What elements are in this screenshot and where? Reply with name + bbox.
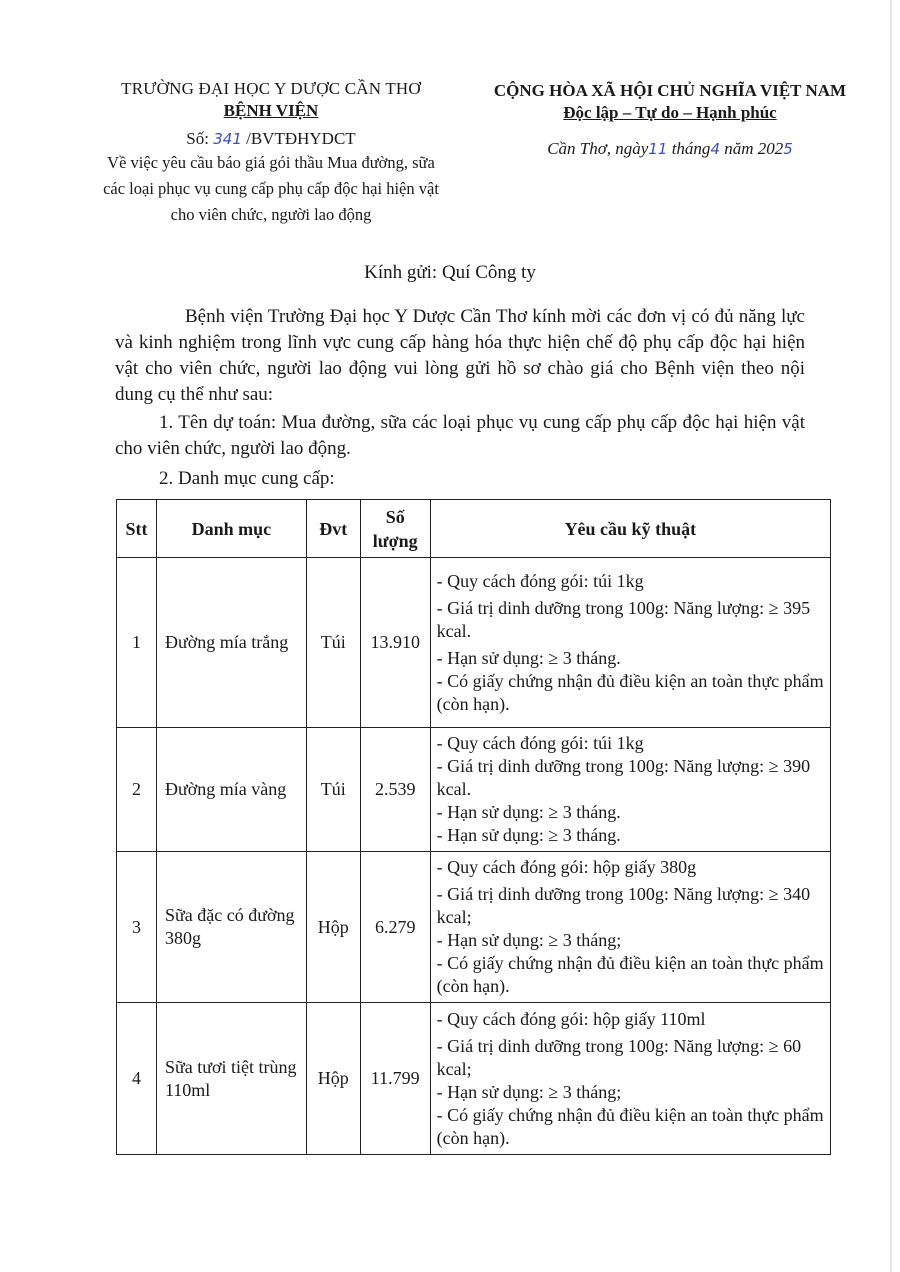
table-header-row — [117, 500, 831, 558]
date-month: 4 — [710, 140, 720, 158]
cell-unit: Hộp — [306, 1003, 360, 1155]
header-qty — [360, 500, 430, 558]
national-header — [470, 80, 870, 160]
date-year-digit: 5 — [783, 140, 793, 158]
header-unit: Đvt — [306, 500, 360, 558]
cell-requirements — [430, 558, 830, 728]
requirement-line: - Giá trị dinh dưỡng trong 100g: Năng lượng: ≥ 395 kcal. — [436, 597, 811, 641]
cell-requirements — [430, 852, 830, 1003]
doc-no-handwritten: 341 — [213, 130, 242, 148]
issuer-header — [96, 78, 446, 228]
date-place: Cần Thơ, ngày — [547, 139, 649, 158]
header-qty-line2: lượng — [372, 530, 418, 551]
document-subject — [96, 150, 446, 228]
date-year-label: năm 202 — [724, 139, 784, 158]
requirement-line: - Có giấy chứng nhận đủ điều kiện an toàn thực phẩm (còn hạn). — [436, 1104, 824, 1148]
nation-title: CỘNG HÒA XÃ HỘI CHỦ NGHĨA VIỆT NAM — [493, 81, 847, 100]
greeting: Kính gửi: Quí Công ty — [364, 262, 536, 283]
table-row — [117, 852, 831, 1003]
date-month-label: tháng — [671, 139, 711, 158]
intro-paragraph: Bệnh viện Trường Đại học Y Dược Cần Thơ kính mời các đơn vị có đủ năng lực và kinh nghiệm trong lĩnh vực cung cấp hàng hóa thực hiện chế độ phụ cấp độc hại hiện vật cho viên chức, người lao động vui lòng gửi hồ sơ chào giá cho Bệnh viện theo nội dung cụ thể như sau: — [115, 306, 805, 405]
table-row — [117, 558, 831, 728]
cell-name: Đường mía vàng — [156, 728, 306, 852]
cell-name: Sữa tươi tiệt trùng 110ml — [156, 1003, 306, 1155]
requirement-line: - Quy cách đóng gói: túi 1kg — [436, 733, 644, 753]
document-number — [96, 128, 446, 150]
requirement-line: - Quy cách đóng gói: hộp giấy 380g — [436, 857, 697, 877]
subject-line: cho viên chức, người lao động — [170, 205, 372, 224]
cell-qty: 11.799 — [360, 1003, 430, 1155]
cell-name: Sữa đặc có đường 380g — [156, 852, 306, 1003]
item-supply-list: 2. Danh mục cung cấp: — [159, 468, 335, 489]
cell-stt: 2 — [117, 728, 157, 852]
requirement-line: - Có giấy chứng nhận đủ điều kiện an toàn thực phẩm (còn hạn). — [436, 670, 824, 714]
requirement-line: - Quy cách đóng gói: túi 1kg — [436, 570, 644, 591]
requirement-line: - Hạn sử dụng: ≥ 3 tháng; — [436, 930, 622, 950]
cell-unit: Hộp — [306, 852, 360, 1003]
header-name: Danh mục — [156, 500, 306, 558]
requirement-line: - Giá trị dinh dưỡng trong 100g: Năng lượng: ≥ 390 kcal. — [436, 756, 811, 799]
cell-qty: 13.910 — [360, 558, 430, 728]
table-row — [117, 728, 831, 852]
national-motto: Độc lập – Tự do – Hạnh phúc — [563, 103, 777, 122]
cell-stt: 3 — [117, 852, 157, 1003]
requirement-line: - Hạn sử dụng: ≥ 3 tháng; — [436, 1081, 622, 1102]
requirement-line: - Hạn sử dụng: ≥ 3 tháng. — [436, 802, 621, 822]
requirement-line: - Hạn sử dụng: ≥ 3 tháng. — [436, 647, 621, 668]
requirement-line: - Giá trị dinh dưỡng trong 100g: Năng lượng: ≥ 60 kcal; — [436, 1035, 802, 1079]
scan-edge — [890, 0, 892, 1272]
cell-requirements — [430, 728, 830, 852]
table-row — [117, 1003, 831, 1155]
requirement-line: - Giá trị dinh dưỡng trong 100g: Năng lượng: ≥ 340 kcal; — [436, 884, 811, 927]
header-stt: Stt — [117, 500, 157, 558]
doc-no-suffix: /BVTĐHYDCT — [246, 129, 356, 148]
date-day: 11 — [648, 140, 668, 158]
requirement-line: - Quy cách đóng gói: hộp giấy 110ml — [436, 1008, 706, 1029]
document-date — [470, 138, 870, 160]
cell-name: Đường mía trắng — [156, 558, 306, 728]
unit-name: BỆNH VIỆN — [223, 101, 319, 120]
requirement-line: - Hạn sử dụng: ≥ 3 tháng. — [436, 825, 621, 845]
supply-table — [116, 499, 831, 1155]
header-requirements: Yêu cầu kỹ thuật — [430, 500, 830, 558]
cell-qty: 2.539 — [360, 728, 430, 852]
organization-name: TRƯỜNG ĐẠI HỌC Y DƯỢC CẦN THƠ — [121, 79, 421, 98]
cell-stt: 4 — [117, 1003, 157, 1155]
subject-line: các loại phục vụ cung cấp phụ cấp độc hại hiện vật — [103, 179, 439, 198]
cell-unit: Túi — [306, 728, 360, 852]
header-qty-line1: Số — [385, 506, 405, 527]
item-estimate-name: 1. Tên dự toán: Mua đường, sữa các loại phục vụ cung cấp phụ cấp độc hại hiện vật cho viên chức, người lao động. — [115, 412, 805, 459]
cell-requirements — [430, 1003, 830, 1155]
requirement-line: - Có giấy chứng nhận đủ điều kiện an toàn thực phẩm (còn hạn). — [436, 953, 824, 996]
doc-no-prefix: Số: — [186, 129, 209, 148]
subject-line: Về việc yêu cầu báo giá gói thầu Mua đường, sữa — [107, 153, 435, 172]
cell-stt: 1 — [117, 558, 157, 728]
cell-qty: 6.279 — [360, 852, 430, 1003]
cell-unit: Túi — [306, 558, 360, 728]
